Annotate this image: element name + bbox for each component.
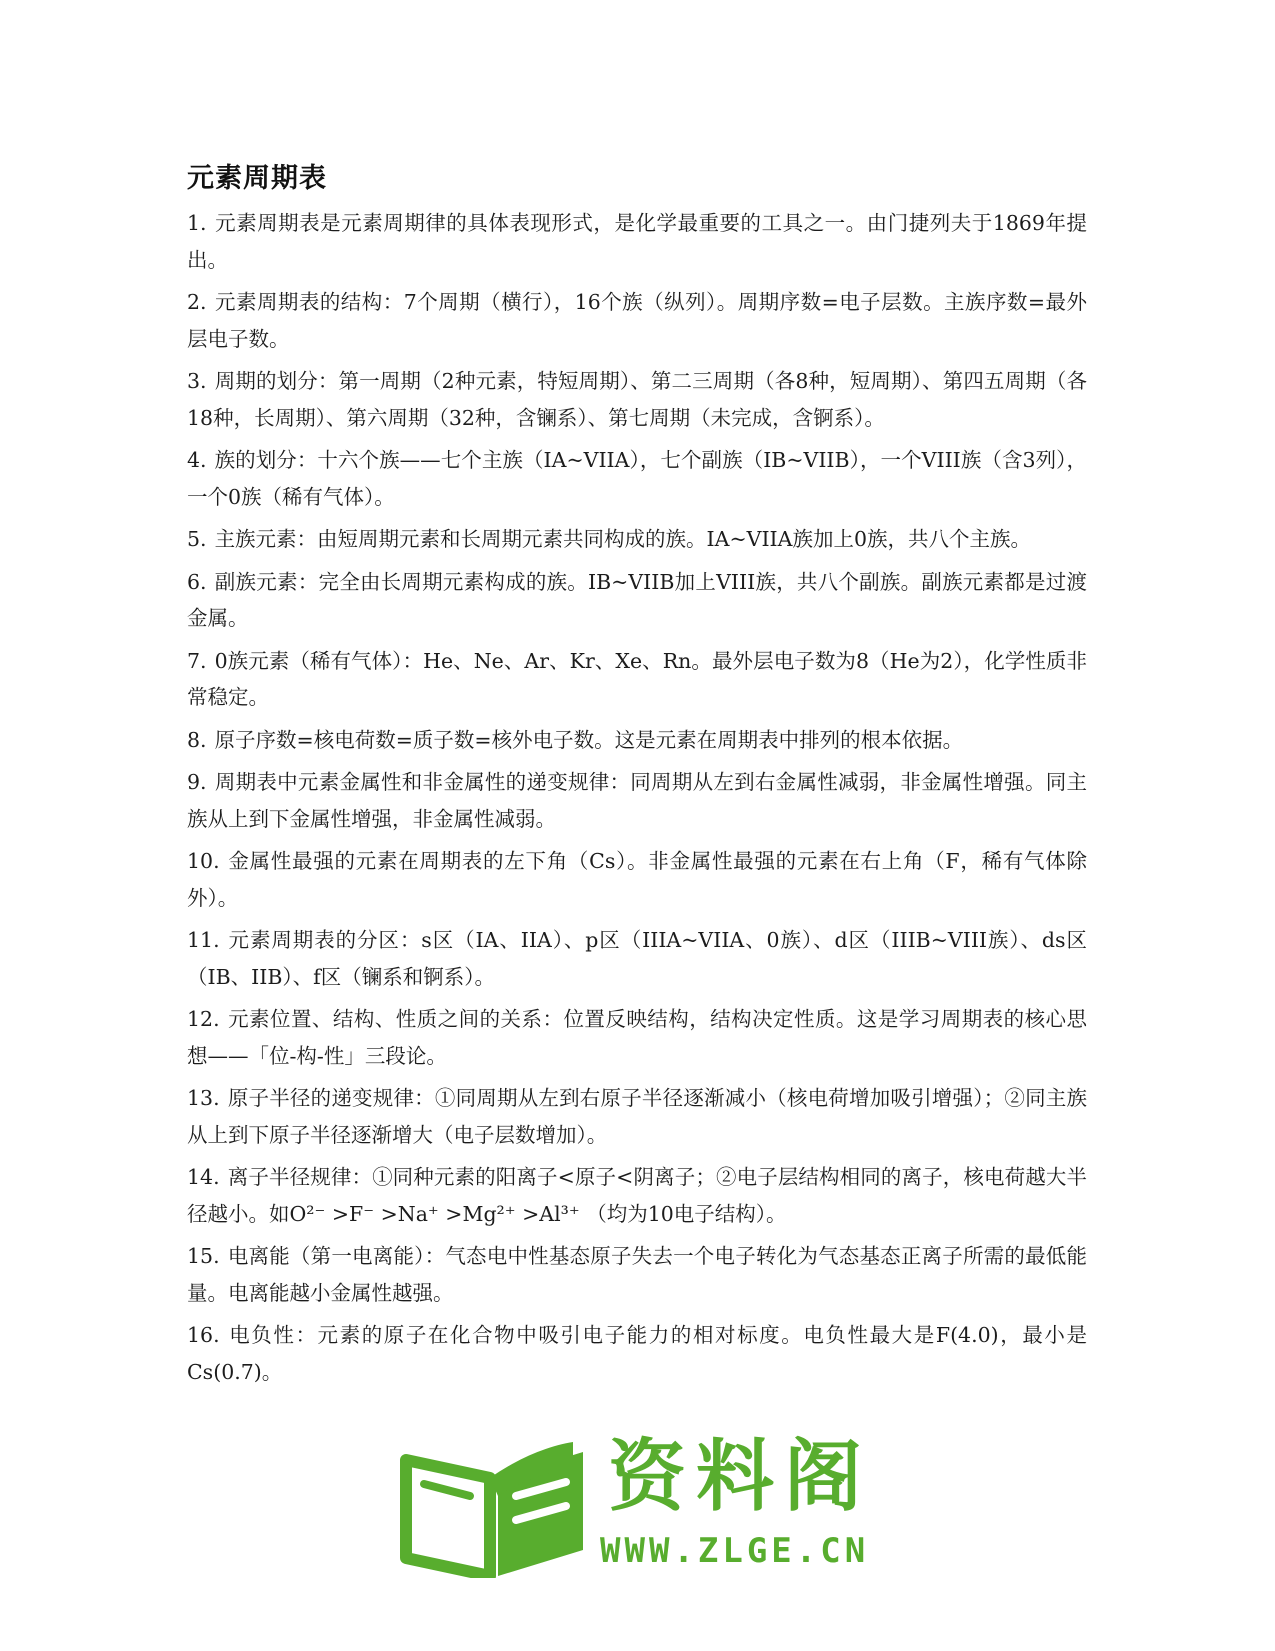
item-number: 3. (187, 369, 207, 393)
item-number: 16. (187, 1323, 220, 1347)
item-number: 5. (187, 527, 207, 551)
item-number: 13. (187, 1086, 220, 1110)
watermark-logo (398, 1432, 878, 1578)
item-number: 10. (187, 849, 220, 873)
list-item (187, 564, 1087, 637)
item-text: 原子序数=核电荷数=质子数=核外电子数。这是元素在周期表中排列的根本依据。 (214, 727, 964, 752)
watermark-domain: WWW.ZLGE.CN (600, 1531, 870, 1571)
item-text: 离子半径规律：①同种元素的阳离子<原子<阴离子；②电子层结构相同的离子，核电荷越大半径越小。如O²⁻ >F⁻ >Na⁺ >Mg²⁺ >Al³⁺ （均为10电子结构）。 (187, 1165, 1087, 1226)
item-text: 电离能（第一电离能）：气态电中性基态原子失去一个电子转化为气态基态正离子所需的最低能量。电离能越小金属性越强。 (187, 1244, 1087, 1305)
list-item (187, 363, 1087, 436)
item-number: 15. (187, 1244, 220, 1268)
item-text: 周期的划分：第一周期（2种元素，特短周期）、第二三周期（各8种，短周期）、第四五周期（各18种，长周期）、第六周期（32种，含镧系）、第七周期（未完成，含锕系）。 (187, 369, 1087, 430)
item-number: 14. (187, 1165, 220, 1189)
item-text: 电负性：元素的原子在化合物中吸引电子能力的相对标度。电负性最大是F(4.0)，最小是Cs(0.7)。 (187, 1323, 1087, 1384)
list-item (187, 922, 1087, 995)
watermark-name: 资料阁 (608, 1432, 873, 1522)
item-number: 7. (187, 648, 207, 673)
item-number: 9. (187, 770, 207, 794)
list-item (187, 1317, 1087, 1390)
list-item (187, 1238, 1087, 1311)
item-number: 12. (187, 1007, 220, 1031)
numbered-list (187, 205, 1087, 1396)
item-text: 金属性最强的元素在周期表的左下角（Cs）。非金属性最强的元素在右上角（F，稀有气体除外）。 (187, 849, 1087, 910)
item-text: 族的划分：十六个族——七个主族（IA~VIIA），七个副族（IB~VIIB），一个VIII族（含3列），一个0族（稀有气体）。 (187, 448, 1087, 509)
item-number: 6. (187, 569, 207, 594)
list-item (187, 722, 1087, 759)
list-item (187, 284, 1087, 357)
item-number: 4. (187, 448, 207, 472)
item-number: 2. (187, 290, 207, 314)
item-text: 元素周期表是元素周期律的具体表现形式，是化学最重要的工具之一。由门捷列夫于1869年提出。 (187, 211, 1087, 272)
list-item (187, 764, 1087, 837)
item-text: 周期表中元素金属性和非金属性的递变规律：同周期从左到右金属性减弱，非金属性增强。同主族从上到下金属性增强，非金属性减弱。 (187, 770, 1087, 831)
list-item (187, 521, 1087, 558)
item-text: 0族元素（稀有气体）：He、Ne、Ar、Kr、Xe、Rn。最外层电子数为8（He为2），化学性质非常稳定。 (187, 648, 1087, 709)
item-text: 元素周期表的分区：s区（IA、IIA）、p区（IIIA~VIIA、0族）、d区（IIIB~VIII族）、ds区（IB、IIB）、f区（镧系和锕系）。 (187, 928, 1087, 989)
list-item (187, 1001, 1087, 1074)
item-number: 11. (187, 928, 220, 952)
list-item (187, 205, 1087, 278)
list-item (187, 643, 1087, 716)
list-item (187, 442, 1087, 515)
item-number: 1. (187, 211, 207, 235)
item-text: 原子半径的递变规律：①同周期从左到右原子半径逐渐减小（核电荷增加吸引增强）；②同主族从上到下原子半径逐渐增大（电子层数增加）。 (187, 1086, 1087, 1147)
open-book-icon (398, 1438, 598, 1578)
item-text: 元素周期表的结构：7个周期（横行），16个族（纵列）。周期序数=电子层数。主族序数=最外层电子数。 (187, 290, 1087, 351)
document-title: 元素周期表 (187, 163, 327, 194)
item-text: 主族元素：由短周期元素和长周期元素共同构成的族。IA~VIIA族加上0族，共八个主族。 (214, 527, 1031, 551)
item-text: 副族元素：完全由长周期元素构成的族。IB~VIIB加上VIII族，共八个副族。副族元素都是过渡金属。 (187, 569, 1087, 630)
list-item (187, 1159, 1087, 1232)
list-item (187, 843, 1087, 916)
item-number: 8. (187, 727, 207, 752)
item-text: 元素位置、结构、性质之间的关系：位置反映结构，结构决定性质。这是学习周期表的核心思想——「位-构-性」三段论。 (187, 1007, 1087, 1068)
list-item (187, 1080, 1087, 1153)
